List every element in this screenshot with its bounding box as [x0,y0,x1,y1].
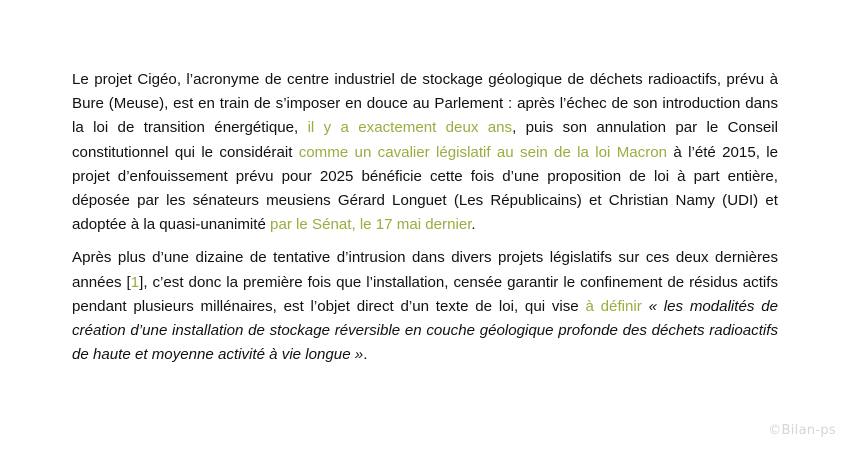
paragraph-2-text-1: Après plus d’une dizaine de tentative d’intrusion dans divers projets législatifs sur ces deux dernières années [ [72,249,778,291]
paragraph-2-text-2: ], c’est donc la première fois que l’installation, censée garantir le confinement de résidus actifs pendant plusieurs millénaires, est l’objet direct d’un texte de loi, qui vise [72,273,778,315]
link-cavalier-legislatif[interactable]: comme un cavalier législatif au sein de la loi Macron [298,143,668,161]
footnote-link-1[interactable]: 1 [130,273,140,291]
paragraph-1-text-2: , puis son annulation par le Conseil constitutionnel qui le considérait [72,119,778,161]
paragraph-1-text-1: Le projet Cigéo, l’acronyme de centre industriel de stockage géologique de déchets radioactifs, prévu à Bure (Meuse), est en train de s’imposer en douce au Parlement : après l’échec de son introduction dans la loi de transition énergétique, [72,71,778,137]
link-deux-ans[interactable]: il y a exactement deux ans [307,119,513,137]
paragraph-2-text-3 [642,298,649,315]
paragraph-2 [72,246,778,367]
paragraph-2-text-4: . [363,346,368,364]
link-senat-17-mai[interactable]: par le Sénat, le 17 mai dernier [270,216,472,234]
article-body [72,68,778,376]
paragraph-1 [72,68,778,237]
watermark: ©Bilan-ps [768,423,836,438]
quoted-law-text: « les modalités de création d’une installation de stockage réversible en couche géologique profonde des déchets radioactifs de haute et moyenne activité à vie longue » [72,297,778,364]
link-a-definir[interactable]: à définir [585,297,642,315]
paragraph-1-text-3: à l’été 2015, le projet d’enfouissement prévu pour 2025 bénéficie cette fois d’une proposition de loi à part entière, déposée par les sénateurs meusiens Gérard Longuet (Les Républicains) et Christian Namy (UDI) et adoptée à la quasi-unanimité [72,143,779,234]
paragraph-1-text-4: . [471,216,476,234]
